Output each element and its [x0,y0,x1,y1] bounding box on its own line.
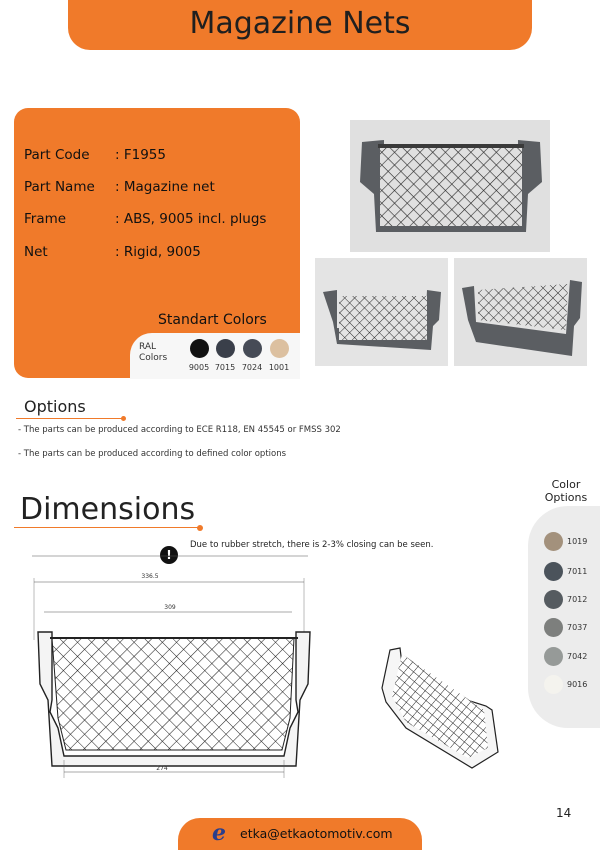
etka-logo: e [212,820,226,846]
color-option-swatch-7042 [544,647,563,666]
ral-code: 7015 [214,363,236,372]
spec-row-frame [14,211,300,229]
option-line: - The parts can be produced according to ECE R118, EN 45545 or FMSS 302 [18,425,341,435]
color-option-swatch-7011 [544,562,563,581]
spec-value: : Rigid, 9005 [115,244,201,260]
ral-swatch-7024 [243,339,262,358]
isometric-drawing [376,640,506,770]
product-photo-front [350,120,550,252]
page-number: 14 [556,806,572,820]
ral-swatch-9005 [190,339,209,358]
spec-key: Part Name [24,179,95,195]
color-option-code: 7012 [567,595,588,604]
page-title: Magazine Nets [189,6,411,41]
dim-net-width: 309 [164,604,176,611]
spec-row-part-name [14,179,300,197]
ral-code: 9005 [188,363,210,372]
technical-drawing [28,550,318,780]
color-options-title: Color Options [544,478,588,504]
spec-value: : ABS, 9005 incl. plugs [115,211,267,227]
contact-email[interactable]: etka@etkaotomotiv.com [240,826,393,841]
dimensions-title: Dimensions [20,492,196,527]
color-option-code: 7037 [567,623,588,632]
standard-colors-title: Standart Colors [158,312,267,328]
spec-value: : F1955 [115,147,166,163]
ral-code: 1001 [268,363,290,372]
dimensions-underline-dot [197,525,203,531]
option-line: - The parts can be produced according to defined color options [18,449,287,459]
color-option-swatch-1019 [544,532,563,551]
options-underline [16,418,124,419]
color-option-swatch-7012 [544,590,563,609]
color-option-swatch-9016 [544,675,563,694]
color-option-code: 1019 [567,537,588,546]
dim-bottom-width: 274 [156,765,168,772]
dimensions-underline [14,527,200,528]
color-option-code: 7011 [567,567,588,576]
ral-swatch-1001 [270,339,289,358]
spec-key: Frame [24,211,67,227]
product-photo-angle-right [454,258,587,366]
options-underline-dot [121,416,126,421]
warning-icon: ! [160,546,178,564]
spec-row-net [14,244,300,262]
spec-key: Net [24,244,48,260]
dim-overall-width: 336.5 [141,573,159,580]
ral-swatch-7015 [216,339,235,358]
ral-colors-label: RAL Colors [139,342,168,363]
color-option-code: 9016 [567,680,588,689]
color-options-panel [528,506,600,728]
options-title: Options [24,397,86,416]
color-option-code: 7042 [567,652,588,661]
stretch-note: Due to rubber stretch, there is 2-3% closing can be seen. [190,540,434,550]
ral-code: 7024 [241,363,263,372]
color-option-swatch-7037 [544,618,563,637]
spec-key: Part Code [24,147,90,163]
spec-value: : Magazine net [115,179,215,195]
product-photo-angle-left [315,258,448,366]
spec-row-part-code [14,147,300,165]
